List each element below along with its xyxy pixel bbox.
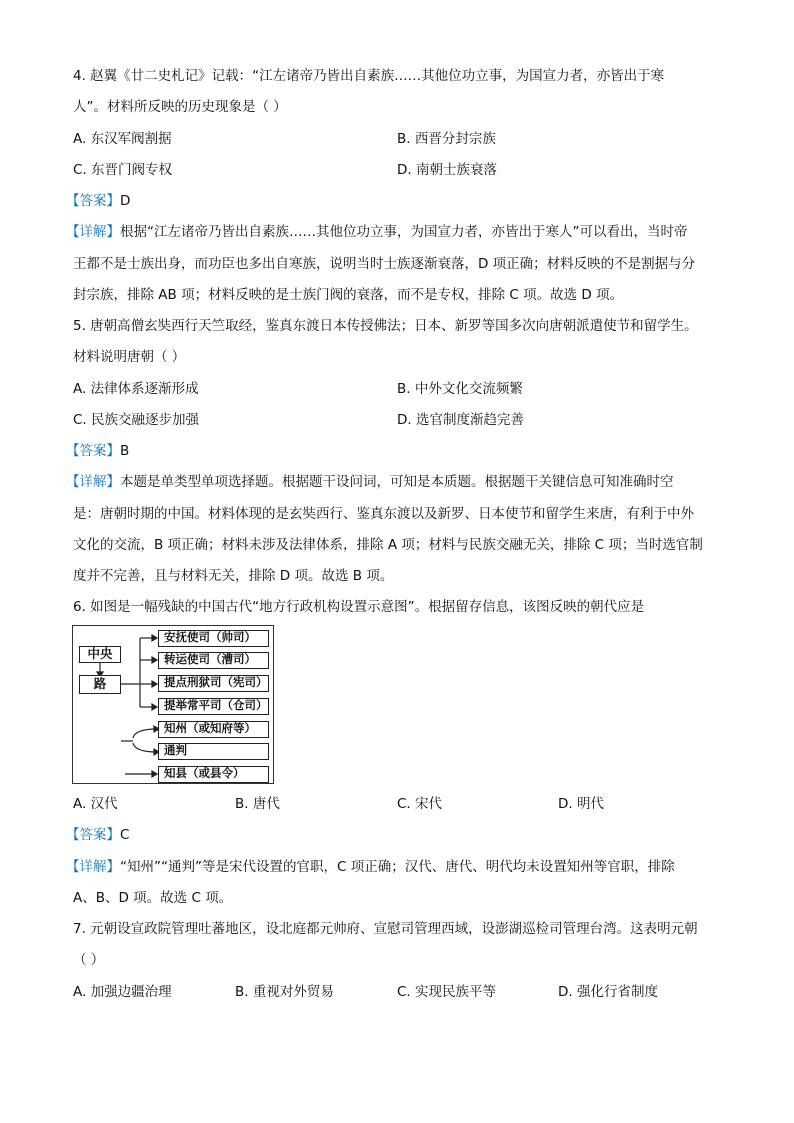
q4-detail-line2: 王都不是士族出身，而功臣也多出自寒族，说明当时士族逐渐衰落，D 项正确；材料反映的不是割据与分 bbox=[73, 256, 696, 272]
q6-option-a: A. 汉代 bbox=[73, 796, 118, 812]
q4-stem-line1: 4. 赵翼《廿二史札记》记载：“江左诸帝乃皆出自素族……其他位功立事，为国宣力者，亦皆出于寒 bbox=[73, 68, 665, 84]
diagram-box-central: 中央 bbox=[79, 646, 121, 663]
q5-option-c: C. 民族交融逐步加强 bbox=[73, 412, 200, 428]
q7-stem-line1: 7. 元朝设宣政院管理吐蕃地区，设北庭都元帅府、宣慰司管理西域，设澎湖巡检司管理台湾。这表明元朝 bbox=[73, 921, 698, 937]
administrative-structure-diagram bbox=[72, 625, 274, 784]
q4-option-b: B. 西晋分封宗族 bbox=[397, 131, 496, 147]
q4-option-d: D. 南朝士族衰落 bbox=[397, 162, 497, 178]
q6-option-d: D. 明代 bbox=[558, 796, 604, 812]
q5-answer bbox=[66, 441, 129, 461]
detail-text: 本题是单类型单项选择题。根据题干设问词，可知是本质题。根据题干关键信息可知准确时空 bbox=[120, 474, 674, 490]
answer-value: B bbox=[120, 443, 130, 459]
diagram-box-zhizhou: 知州（或知府等） bbox=[158, 721, 269, 738]
q4-option-c: C. 东晋门阀专权 bbox=[73, 162, 173, 178]
detail-text: “知州”“通判”等是宋代设置的官职，C 项正确；汉代、唐代、明代均未设置知州等官职，排除 bbox=[120, 859, 675, 875]
q4-option-a: A. 东汉军阀割据 bbox=[73, 131, 172, 147]
q7-stem-line2: （ ） bbox=[73, 952, 105, 968]
q7-option-a: A. 加强边疆治理 bbox=[73, 984, 172, 1000]
diagram-box-tidian: 提点刑狱司（宪司） bbox=[158, 675, 269, 692]
q4-detail-line3: 封宗族，排除 AB 项；材料反映的是士族门阀的衰落，而不是专权，排除 C 项。故选 D 项。 bbox=[73, 287, 624, 303]
q5-option-b: B. 中外文化交流频繁 bbox=[397, 381, 523, 397]
diagram-box-zhixian: 知县（或县令） bbox=[158, 766, 269, 783]
diagram-box-zhuanyun: 转运使司（漕司） bbox=[158, 652, 269, 669]
q7-option-c: C. 实现民族平等 bbox=[397, 984, 497, 1000]
diagram-box-tongpan: 通判 bbox=[158, 743, 269, 760]
detail-label: 【详解】 bbox=[66, 474, 120, 490]
q5-option-d: D. 选官制度渐趋完善 bbox=[397, 412, 524, 428]
q5-stem-line1: 5. 唐朝高僧玄奘西行天竺取经，鉴真东渡日本传授佛法；日本、新罗等国多次向唐朝派遣使节和留学生。 bbox=[73, 318, 698, 334]
detail-label: 【详解】 bbox=[66, 859, 120, 875]
q6-option-c: C. 宋代 bbox=[397, 796, 443, 812]
answer-label: 【答案】 bbox=[66, 193, 120, 209]
q6-detail-line2: A、B、D 项。故选 C 项。 bbox=[73, 890, 233, 906]
q7-option-d: D. 强化行省制度 bbox=[558, 984, 658, 1000]
q6-option-b: B. 唐代 bbox=[235, 796, 280, 812]
q5-detail-line4: 度并不完善，且与材料无关，排除 D 项。故选 B 项。 bbox=[73, 568, 394, 584]
answer-value: D bbox=[120, 193, 131, 209]
answer-value: C bbox=[120, 827, 130, 843]
q4-detail-line1 bbox=[66, 222, 688, 242]
q6-detail-line1 bbox=[66, 857, 675, 877]
q7-option-b: B. 重视对外贸易 bbox=[235, 984, 334, 1000]
detail-label: 【详解】 bbox=[66, 224, 120, 240]
detail-text: 根据“江左诸帝乃皆出自素族……其他位功立事，为国宣力者，亦皆出于寒人”可以看出，当时帝 bbox=[120, 224, 688, 240]
answer-label: 【答案】 bbox=[66, 443, 120, 459]
answer-label: 【答案】 bbox=[66, 827, 120, 843]
q4-answer bbox=[66, 191, 130, 211]
q6-stem-line1: 6. 如图是一幅残缺的中国古代“地方行政机构设置示意图”。根据留存信息，该图反映的朝代应是 bbox=[73, 599, 645, 615]
q5-stem-line2: 材料说明唐朝（ ） bbox=[73, 349, 186, 365]
diagram-box-lu: 路 bbox=[79, 675, 121, 694]
q5-detail-line1 bbox=[66, 472, 674, 492]
q6-answer bbox=[66, 825, 129, 845]
q5-detail-line2: 是：唐朝时期的中国。材料体现的是玄奘西行、鉴真东渡以及新罗、日本使节和留学生来唐，有利于中外 bbox=[73, 506, 694, 522]
q5-option-a: A. 法律体系逐渐形成 bbox=[73, 381, 199, 397]
q4-stem-line2: 人”。材料所反映的历史现象是（ ） bbox=[73, 99, 287, 115]
diagram-box-anfu: 安抚使司（帅司） bbox=[158, 630, 269, 647]
diagram-box-tiju: 提举常平司（仓司） bbox=[158, 698, 269, 715]
q5-detail-line3: 文化的交流，B 项正确；材料未涉及法律体系，排除 A 项；材料与民族交融无关，排除 C 项；当时选官制 bbox=[73, 537, 703, 553]
